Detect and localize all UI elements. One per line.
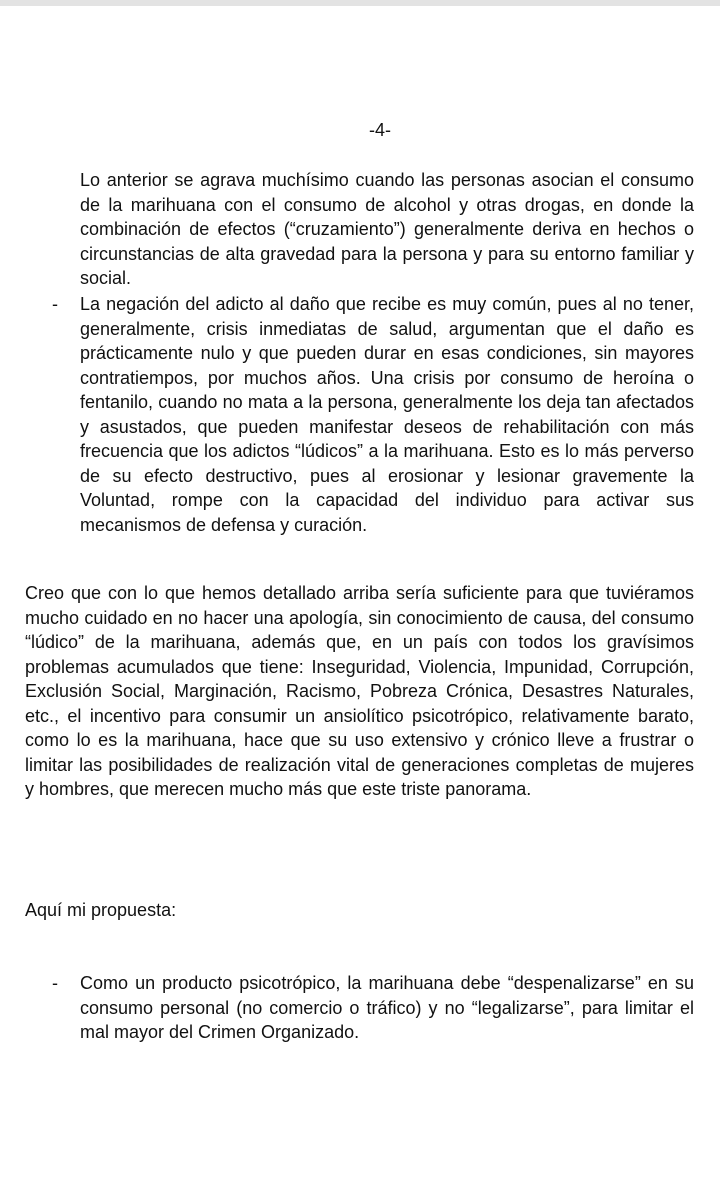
proposal-heading: Aquí mi propuesta:	[25, 900, 177, 920]
continuation-paragraph	[80, 168, 694, 291]
page-number: -4-	[369, 120, 391, 140]
bullet-item-text: La negación del adicto al daño que recibe es muy común, pues al no tener, generalmente, crisis inmediatas de salud, argumentan que el daño es prácticamente nulo y que pueden durar en esas condiciones, sin mayores contratiempos, por muchos años. Una crisis por consumo de heroína o fentanilo, cuando no mata a la persona, generalmente los deja tan afectados y asustados, que pueden manifestar deseos de rehabilitación con más frecuencia que los adictos “lúdicos” a la marihuana. Esto es lo más perverso de su efecto destructivo, pues al erosionar y lesionar gravemente la Voluntad, rompe con la capacidad del individuo para activar sus mecanismos de defensa y curación.	[80, 294, 694, 535]
top-edge-bar	[0, 0, 720, 6]
body-paragraph	[25, 581, 694, 802]
bullet-item-proposal	[80, 971, 694, 1045]
body-paragraph-text: Creo que con lo que hemos detallado arriba sería suficiente para que tuviéramos mucho cuidado en no hacer una apología, sin conocimiento de causa, del consumo “lúdico” de la marihuana, además que, en un país con todos los gravísimos problemas acumulados que tiene: Inseguridad, Violencia, Impunidad, Corrupción, Exclusión Social, Marginación, Racismo, Pobreza Crónica, Desastres Naturales, etc., el incentivo para consumir un ansiolítico psicotrópico, relativamente barato, como lo es la marihuana, hace que su uso extensivo y crónico lleve a frustrar o limitar las posibilidades de realización vital de generaciones completas de mujeres y hombres, que merecen mucho más que este triste panorama.	[25, 583, 694, 799]
bullet-marker: -	[52, 294, 58, 314]
continuation-paragraph-text: Lo anterior se agrava muchísimo cuando las personas asocian el consumo de la marihuana con el consumo de alcohol y otras drogas, en donde la combinación de efectos (“cruzamiento”) generalmente deriva en hechos o circunstancias de alta gravedad para la persona y para su entorno familiar y social.	[80, 170, 694, 288]
bullet-marker: -	[52, 973, 58, 993]
bullet-item-addict-denial	[80, 292, 694, 537]
bullet-item-text: Como un producto psicotrópico, la marihuana debe “despenalizarse” en su consumo personal (no comercio o tráfico) y no “legalizarse”, para limitar el mal mayor del Crimen Organizado.	[80, 973, 694, 1042]
